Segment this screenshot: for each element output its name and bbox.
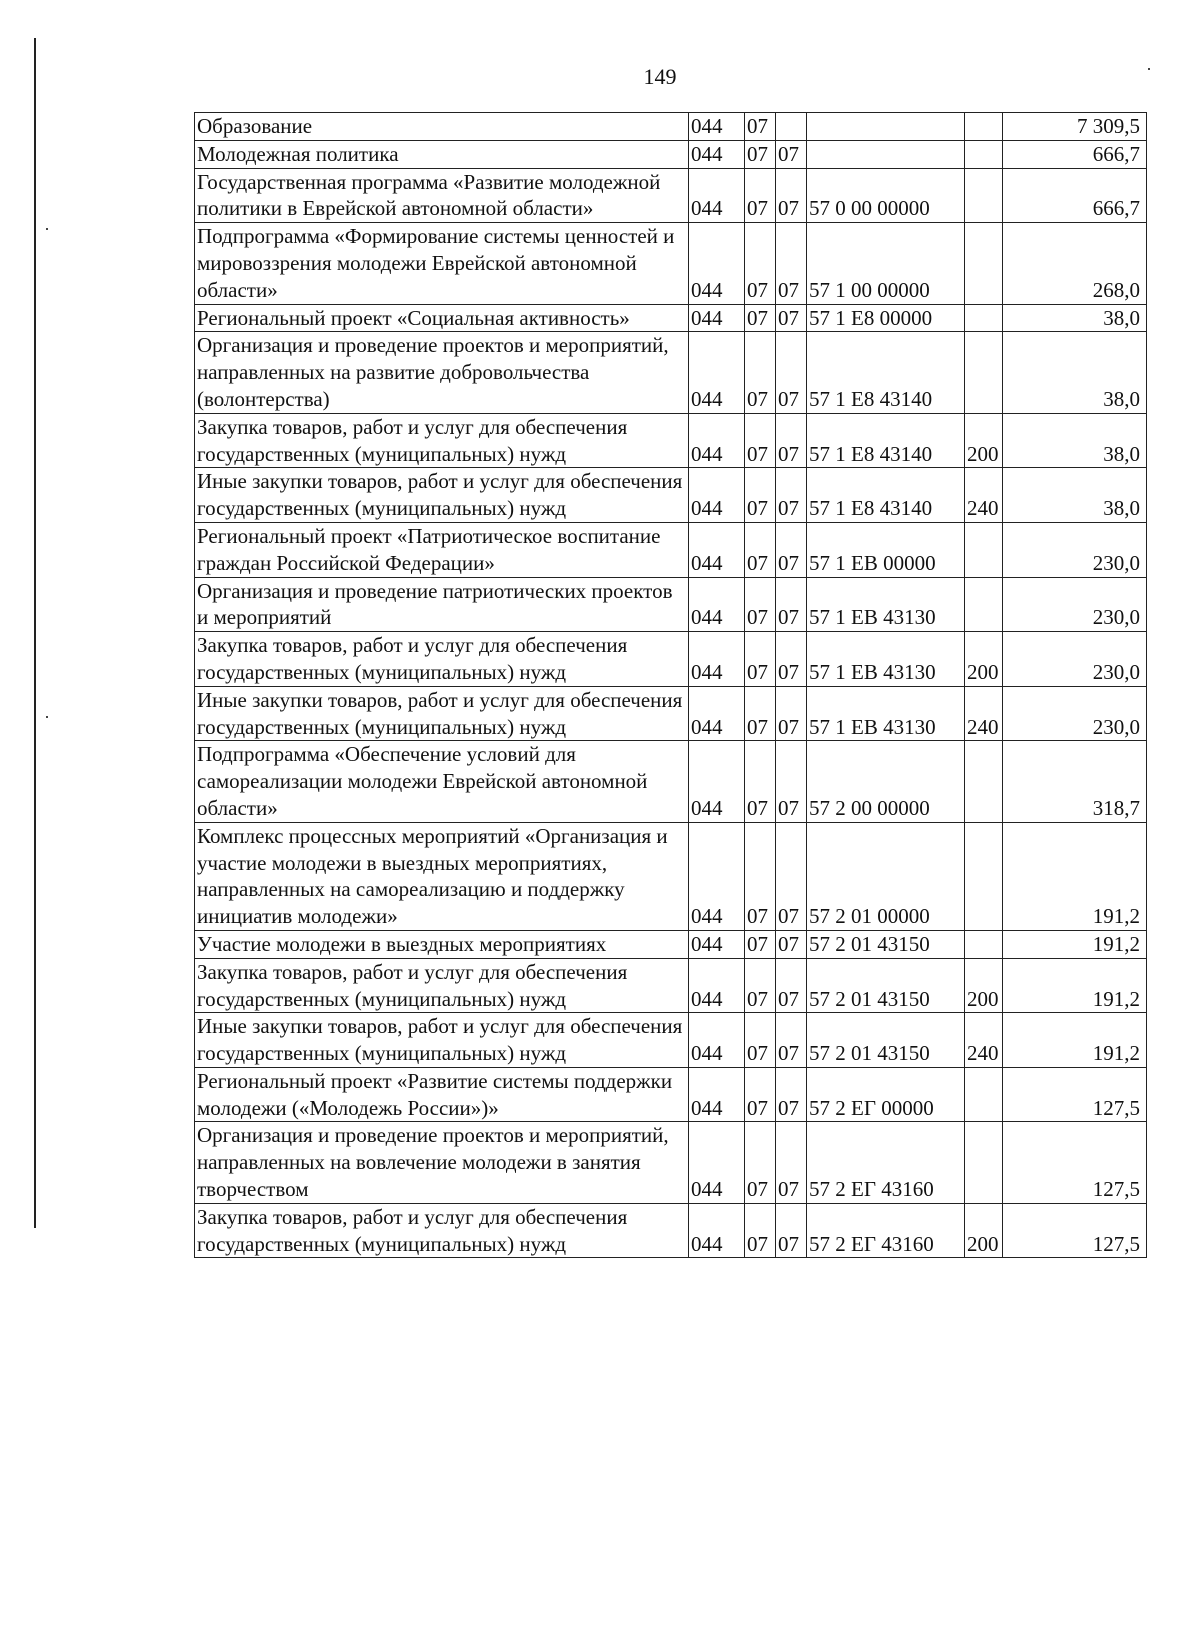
row-vr-cell xyxy=(965,822,1003,930)
row-rz-cell: 07 xyxy=(745,1013,776,1068)
table-row xyxy=(195,113,1147,141)
row-sum-cell: 230,0 xyxy=(1003,686,1147,741)
row-vr-cell xyxy=(965,522,1003,577)
row-pr-cell xyxy=(776,113,807,141)
row-rz-cell: 07 xyxy=(745,468,776,523)
row-csr-cell: 57 1 Е8 43140 xyxy=(807,332,965,413)
row-sum-cell: 127,5 xyxy=(1003,1203,1147,1258)
row-vr-cell xyxy=(965,168,1003,223)
row-csr-cell: 57 2 01 43150 xyxy=(807,1013,965,1068)
row-sum-cell: 268,0 xyxy=(1003,223,1147,304)
row-csr-cell: 57 2 00 00000 xyxy=(807,741,965,822)
row-csr-cell: 57 2 ЕГ 43160 xyxy=(807,1203,965,1258)
row-name-cell: Участие молодежи в выездных мероприятиях xyxy=(195,930,689,958)
row-csr-cell xyxy=(807,113,965,141)
row-gr-cell: 044 xyxy=(689,468,745,523)
row-rz-cell: 07 xyxy=(745,822,776,930)
row-name-cell: Региональный проект «Патриотическое воспитание граждан Российской Федерации» xyxy=(195,522,689,577)
row-pr-cell: 07 xyxy=(776,1203,807,1258)
row-name-cell: Подпрограмма «Формирование системы ценностей и мировоззрения молодежи Еврейской автономной области» xyxy=(195,223,689,304)
row-csr-cell: 57 2 01 43150 xyxy=(807,958,965,1013)
row-sum-cell: 38,0 xyxy=(1003,468,1147,523)
row-pr-cell: 07 xyxy=(776,1013,807,1068)
row-rz-cell: 07 xyxy=(745,686,776,741)
row-csr-cell: 57 2 01 43150 xyxy=(807,930,965,958)
row-pr-cell: 07 xyxy=(776,577,807,632)
budget-table-body xyxy=(195,113,1147,1258)
row-vr-cell: 200 xyxy=(965,632,1003,687)
row-csr-cell: 57 1 ЕВ 43130 xyxy=(807,686,965,741)
row-gr-cell: 044 xyxy=(689,686,745,741)
row-csr-cell: 57 1 Е8 43140 xyxy=(807,468,965,523)
row-rz-cell: 07 xyxy=(745,140,776,168)
table-row xyxy=(195,686,1147,741)
table-row xyxy=(195,930,1147,958)
row-gr-cell: 044 xyxy=(689,332,745,413)
row-sum-cell: 127,5 xyxy=(1003,1122,1147,1203)
row-pr-cell: 07 xyxy=(776,468,807,523)
row-pr-cell: 07 xyxy=(776,522,807,577)
row-sum-cell: 191,2 xyxy=(1003,822,1147,930)
row-name-cell: Региональный проект «Развитие системы поддержки молодежи («Молодежь России»)» xyxy=(195,1067,689,1122)
row-name-cell: Иные закупки товаров, работ и услуг для обеспечения государственных (муниципальных) нужд xyxy=(195,468,689,523)
row-pr-cell: 07 xyxy=(776,1122,807,1203)
row-rz-cell: 07 xyxy=(745,632,776,687)
row-csr-cell: 57 1 Е8 00000 xyxy=(807,304,965,332)
row-rz-cell: 07 xyxy=(745,930,776,958)
table-row xyxy=(195,413,1147,468)
row-vr-cell: 200 xyxy=(965,1203,1003,1258)
row-pr-cell: 07 xyxy=(776,958,807,1013)
row-gr-cell: 044 xyxy=(689,741,745,822)
scan-speck xyxy=(46,716,48,718)
scan-margin-line xyxy=(34,38,36,1228)
row-vr-cell: 240 xyxy=(965,686,1003,741)
row-rz-cell: 07 xyxy=(745,332,776,413)
table-row xyxy=(195,741,1147,822)
table-row xyxy=(195,632,1147,687)
row-gr-cell: 044 xyxy=(689,1122,745,1203)
table-row xyxy=(195,1122,1147,1203)
row-sum-cell: 230,0 xyxy=(1003,522,1147,577)
row-pr-cell: 07 xyxy=(776,332,807,413)
row-pr-cell: 07 xyxy=(776,632,807,687)
row-rz-cell: 07 xyxy=(745,522,776,577)
row-vr-cell xyxy=(965,223,1003,304)
row-gr-cell: 044 xyxy=(689,822,745,930)
row-rz-cell: 07 xyxy=(745,113,776,141)
row-sum-cell: 38,0 xyxy=(1003,413,1147,468)
row-name-cell: Молодежная политика xyxy=(195,140,689,168)
row-name-cell: Организация и проведение проектов и мероприятий, направленных на развитие добровольчества (волонтерства) xyxy=(195,332,689,413)
row-pr-cell: 07 xyxy=(776,822,807,930)
row-csr-cell: 57 1 ЕВ 43130 xyxy=(807,577,965,632)
table-row xyxy=(195,958,1147,1013)
row-gr-cell: 044 xyxy=(689,140,745,168)
row-gr-cell: 044 xyxy=(689,1203,745,1258)
row-rz-cell: 07 xyxy=(745,304,776,332)
row-pr-cell: 07 xyxy=(776,140,807,168)
row-pr-cell: 07 xyxy=(776,304,807,332)
row-vr-cell xyxy=(965,113,1003,141)
row-vr-cell xyxy=(965,140,1003,168)
row-vr-cell xyxy=(965,1067,1003,1122)
row-name-cell: Региональный проект «Социальная активность» xyxy=(195,304,689,332)
row-gr-cell: 044 xyxy=(689,958,745,1013)
row-name-cell: Иные закупки товаров, работ и услуг для обеспечения государственных (муниципальных) нужд xyxy=(195,686,689,741)
row-gr-cell: 044 xyxy=(689,304,745,332)
row-vr-cell: 240 xyxy=(965,468,1003,523)
row-rz-cell: 07 xyxy=(745,741,776,822)
row-gr-cell: 044 xyxy=(689,1013,745,1068)
table-row xyxy=(195,168,1147,223)
row-sum-cell: 318,7 xyxy=(1003,741,1147,822)
row-csr-cell: 57 1 ЕВ 00000 xyxy=(807,522,965,577)
table-row xyxy=(195,1013,1147,1068)
row-name-cell: Образование xyxy=(195,113,689,141)
row-sum-cell: 191,2 xyxy=(1003,958,1147,1013)
row-pr-cell: 07 xyxy=(776,741,807,822)
row-vr-cell: 200 xyxy=(965,958,1003,1013)
row-csr-cell: 57 1 00 00000 xyxy=(807,223,965,304)
row-name-cell: Подпрограмма «Обеспечение условий для самореализации молодежи Еврейской автономной области» xyxy=(195,741,689,822)
page-number: 149 xyxy=(643,64,677,89)
table-row xyxy=(195,304,1147,332)
row-name-cell: Иные закупки товаров, работ и услуг для обеспечения государственных (муниципальных) нужд xyxy=(195,1013,689,1068)
row-name-cell: Комплекс процессных мероприятий «Организация и участие молодежи в выездных мероприятиях, направленных на самореализацию и поддержку инициатив молодежи» xyxy=(195,822,689,930)
row-rz-cell: 07 xyxy=(745,1067,776,1122)
row-sum-cell: 191,2 xyxy=(1003,930,1147,958)
table-row xyxy=(195,1067,1147,1122)
row-pr-cell: 07 xyxy=(776,168,807,223)
row-csr-cell: 57 2 01 00000 xyxy=(807,822,965,930)
row-vr-cell xyxy=(965,741,1003,822)
table-row xyxy=(195,822,1147,930)
row-rz-cell: 07 xyxy=(745,223,776,304)
row-sum-cell: 7 309,5 xyxy=(1003,113,1147,141)
row-name-cell: Государственная программа «Развитие молодежной политики в Еврейской автономной области» xyxy=(195,168,689,223)
table-row xyxy=(195,577,1147,632)
row-name-cell: Организация и проведение патриотических проектов и мероприятий xyxy=(195,577,689,632)
budget-table xyxy=(194,112,1147,1258)
row-sum-cell: 666,7 xyxy=(1003,140,1147,168)
row-sum-cell: 38,0 xyxy=(1003,304,1147,332)
row-vr-cell xyxy=(965,304,1003,332)
scan-speck xyxy=(46,228,48,230)
row-gr-cell: 044 xyxy=(689,413,745,468)
row-sum-cell: 230,0 xyxy=(1003,632,1147,687)
row-rz-cell: 07 xyxy=(745,577,776,632)
row-rz-cell: 07 xyxy=(745,168,776,223)
row-name-cell: Организация и проведение проектов и мероприятий, направленных на вовлечение молодежи в занятия творчеством xyxy=(195,1122,689,1203)
row-pr-cell: 07 xyxy=(776,413,807,468)
row-vr-cell xyxy=(965,1122,1003,1203)
row-pr-cell: 07 xyxy=(776,223,807,304)
table-row xyxy=(195,468,1147,523)
row-name-cell: Закупка товаров, работ и услуг для обеспечения государственных (муниципальных) нужд xyxy=(195,1203,689,1258)
row-gr-cell: 044 xyxy=(689,223,745,304)
row-sum-cell: 666,7 xyxy=(1003,168,1147,223)
row-gr-cell: 044 xyxy=(689,632,745,687)
row-pr-cell: 07 xyxy=(776,1067,807,1122)
row-rz-cell: 07 xyxy=(745,413,776,468)
row-vr-cell: 200 xyxy=(965,413,1003,468)
row-csr-cell: 57 2 ЕГ 43160 xyxy=(807,1122,965,1203)
row-gr-cell: 044 xyxy=(689,577,745,632)
row-vr-cell xyxy=(965,577,1003,632)
row-rz-cell: 07 xyxy=(745,1203,776,1258)
row-csr-cell: 57 0 00 00000 xyxy=(807,168,965,223)
row-vr-cell xyxy=(965,332,1003,413)
row-csr-cell: 57 1 Е8 43140 xyxy=(807,413,965,468)
row-name-cell: Закупка товаров, работ и услуг для обеспечения государственных (муниципальных) нужд xyxy=(195,632,689,687)
table-row xyxy=(195,140,1147,168)
row-pr-cell: 07 xyxy=(776,686,807,741)
row-gr-cell: 044 xyxy=(689,168,745,223)
row-name-cell: Закупка товаров, работ и услуг для обеспечения государственных (муниципальных) нужд xyxy=(195,958,689,1013)
row-csr-cell: 57 2 ЕГ 00000 xyxy=(807,1067,965,1122)
row-sum-cell: 191,2 xyxy=(1003,1013,1147,1068)
row-gr-cell: 044 xyxy=(689,1067,745,1122)
row-gr-cell: 044 xyxy=(689,930,745,958)
row-rz-cell: 07 xyxy=(745,1122,776,1203)
row-vr-cell: 240 xyxy=(965,1013,1003,1068)
row-sum-cell: 230,0 xyxy=(1003,577,1147,632)
row-gr-cell: 044 xyxy=(689,113,745,141)
row-csr-cell xyxy=(807,140,965,168)
row-vr-cell xyxy=(965,930,1003,958)
row-rz-cell: 07 xyxy=(745,958,776,1013)
row-sum-cell: 38,0 xyxy=(1003,332,1147,413)
row-sum-cell: 127,5 xyxy=(1003,1067,1147,1122)
table-row xyxy=(195,522,1147,577)
row-name-cell: Закупка товаров, работ и услуг для обеспечения государственных (муниципальных) нужд xyxy=(195,413,689,468)
row-gr-cell: 044 xyxy=(689,522,745,577)
table-row xyxy=(195,332,1147,413)
table-row xyxy=(195,223,1147,304)
row-pr-cell: 07 xyxy=(776,930,807,958)
row-csr-cell: 57 1 ЕВ 43130 xyxy=(807,632,965,687)
table-row xyxy=(195,1203,1147,1258)
